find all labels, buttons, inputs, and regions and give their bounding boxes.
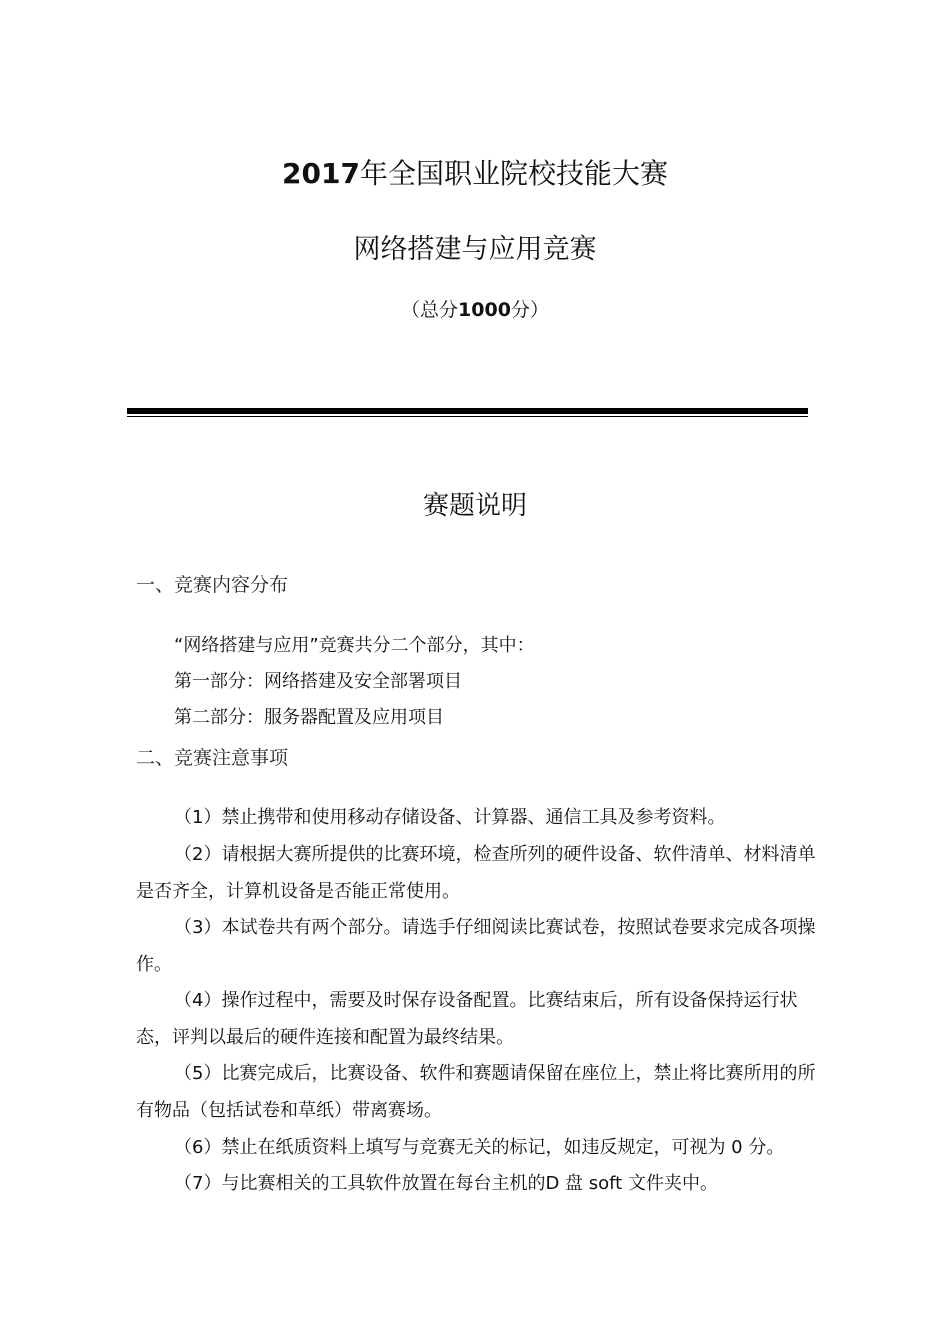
total-open: （总分 [401, 299, 459, 321]
document-subtitle: 网络搭建与应用竞赛 [353, 234, 597, 265]
note-item: （3）本试卷共有两个部分。请选手仔细阅读比赛试卷，按照试卷要求完成各项操作。 [136, 917, 816, 975]
total-close: 分） [510, 299, 549, 321]
note-item: （7）与比赛相关的工具软件放置在每台主机的D 盘 soft 文件夹中。 [174, 1173, 718, 1194]
section-title: 赛题说明 [422, 491, 527, 521]
title-text: 年全国职业院校技能大赛 [359, 157, 668, 190]
title-divider-thin [127, 416, 808, 417]
intro-text: “网络搭建与应用”竞赛共分二个部分，其中： [174, 635, 535, 656]
document-title [0, 156, 950, 192]
total-score [0, 296, 950, 324]
heading-content-distribution: 一、竞赛内容分布 [136, 574, 289, 596]
part-item: 第一部分：网络搭建及安全部署项目 [174, 671, 462, 692]
note-item: （2）请根据大赛所提供的比赛环境，检查所列的硬件设备、软件清单、材料清单是否齐全，计算机设备是否能正常使用。 [136, 844, 816, 902]
total-value: 1000 [458, 299, 511, 321]
heading-notes: 二、竞赛注意事项 [136, 747, 289, 769]
note-item: （1）禁止携带和使用移动存储设备、计算器、通信工具及参考资料。 [174, 807, 726, 828]
title-divider-thick [127, 408, 808, 414]
note-item: （4）操作过程中，需要及时保存设备配置。比赛结束后，所有设备保持运行状态，评判以最后的硬件连接和配置为最终结果。 [136, 990, 798, 1048]
note-item: （5）比赛完成后，比赛设备、软件和赛题请保留在座位上，禁止将比赛所用的所有物品（包括试卷和草纸）带离赛场。 [136, 1063, 816, 1121]
part-item: 第二部分：服务器配置及应用项目 [174, 707, 444, 728]
note-item: （6）禁止在纸质资料上填写与竞赛无关的标记，如违反规定，可视为 0 分。 [174, 1137, 785, 1158]
title-year: 2017 [282, 157, 360, 190]
